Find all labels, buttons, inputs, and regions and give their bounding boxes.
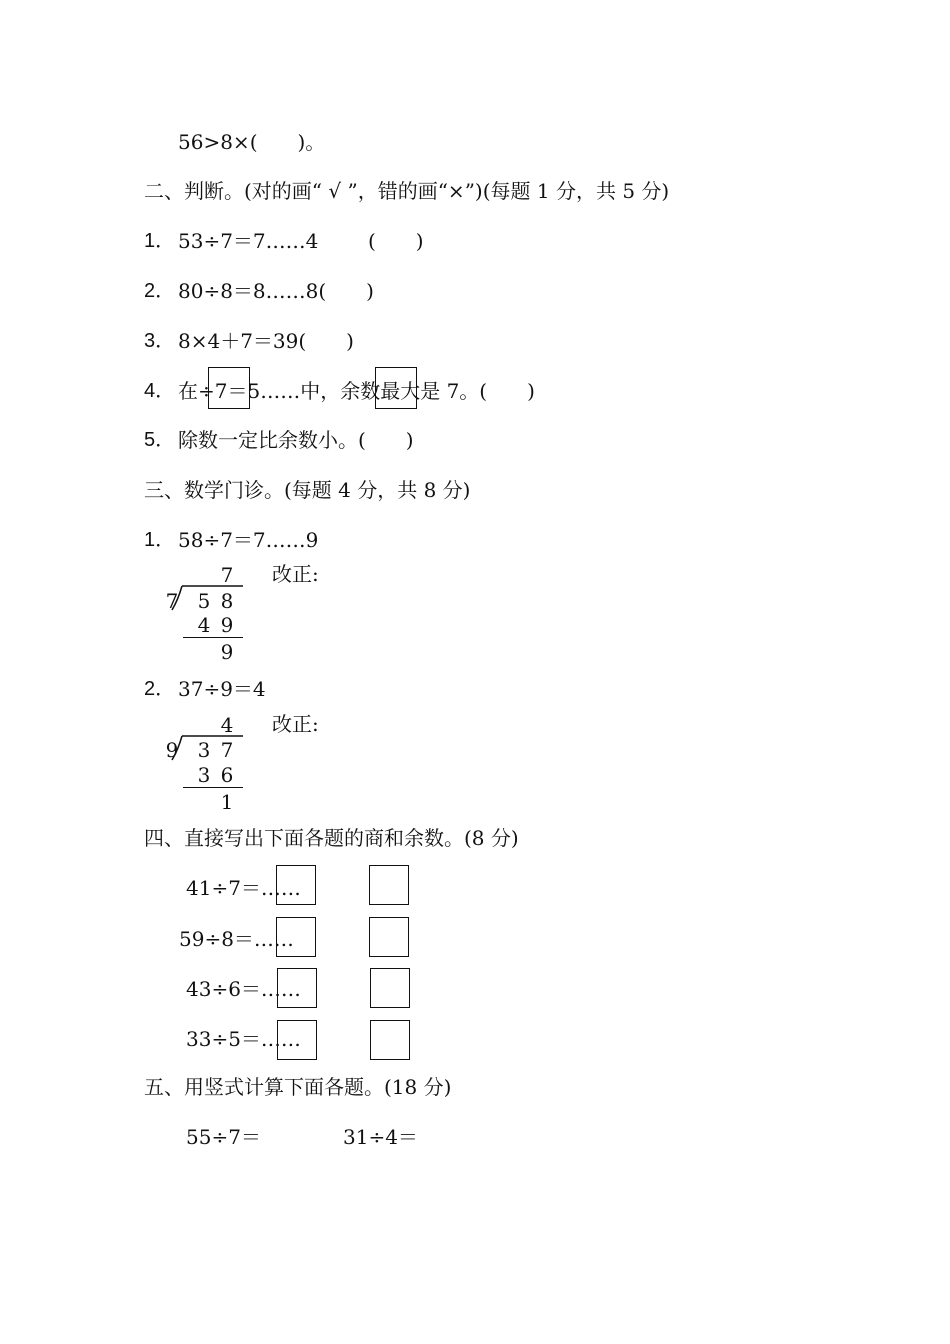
ld2-dividend-ones: 7 (220, 738, 234, 762)
clinic-problem-1-number: 1． (144, 529, 176, 551)
blank-box-divisor[interactable] (375, 367, 417, 409)
ld2-dividend-tens: 3 (197, 738, 211, 762)
ld2-product-tens: 3 (197, 763, 211, 787)
correction-label-1: 改正: (272, 562, 319, 586)
judge-item-4-number: 4． (144, 380, 176, 402)
quotient-row-3-expression: 43÷6＝…… (186, 977, 301, 1001)
quotient-box-2[interactable] (276, 917, 316, 957)
section2-heading: 二、判断。(对的画“ √ ”，错的画“×”)(每题 1 分，共 5 分) (144, 179, 670, 203)
section5-heading: 五、用竖式计算下面各题。(18 分) (144, 1075, 452, 1099)
section4-heading: 四、直接写出下面各题的商和余数。(8 分) (144, 826, 519, 850)
ld2-subtraction-line (183, 787, 243, 788)
ld2-quotient: 4 (220, 713, 234, 737)
blank-box-dividend[interactable] (208, 367, 250, 409)
clinic-problem-1-equation: 58÷7＝7……9 (178, 528, 319, 552)
ld1-dividend-tens: 5 (197, 589, 211, 613)
correction-label-2: 改正: (272, 712, 319, 736)
judge-item-4-text: 在÷7＝5……中，余数最大是 7。( ) (178, 379, 535, 403)
section3-heading: 三、数学门诊。(每题 4 分，共 8 分) (144, 478, 471, 502)
remainder-box-3[interactable] (370, 968, 410, 1008)
ld1-dividend-ones: 8 (220, 589, 234, 613)
previous-question-line: 56>8×( )。 (178, 130, 326, 154)
quotient-row-2-expression: 59÷8＝…… (179, 927, 294, 951)
ld1-divisor: 7 (165, 589, 179, 613)
quotient-box-3[interactable] (277, 968, 317, 1008)
ld2-remainder: 1 (220, 790, 234, 814)
judge-item-1-text: 53÷7＝7……4 (178, 229, 319, 253)
vertical-calc-problem-2: 31÷4＝ (343, 1125, 418, 1149)
remainder-box-1[interactable] (369, 865, 409, 905)
ld2-product-ones: 6 (220, 763, 234, 787)
judge-item-3-number: 3． (144, 330, 176, 352)
quotient-row-1-expression: 41÷7＝…… (186, 876, 301, 900)
remainder-box-4[interactable] (370, 1020, 410, 1060)
remainder-box-2[interactable] (369, 917, 409, 957)
ld1-quotient: 7 (220, 563, 234, 587)
judge-item-1-number: 1． (144, 230, 176, 252)
quotient-box-4[interactable] (277, 1020, 317, 1060)
quotient-box-1[interactable] (276, 865, 316, 905)
vertical-calc-problem-1: 55÷7＝ (186, 1125, 261, 1149)
clinic-problem-2-number: 2． (144, 678, 176, 700)
ld1-subtraction-line (183, 637, 243, 638)
ld1-product-tens: 4 (197, 613, 211, 637)
judge-item-1-answer-paren[interactable]: ( ) (368, 229, 424, 253)
ld1-remainder: 9 (220, 640, 234, 664)
judge-item-3-text: 8×4＋7＝39( ) (178, 329, 354, 353)
quotient-row-4-expression: 33÷5＝…… (186, 1027, 301, 1051)
judge-item-2-number: 2． (144, 280, 176, 302)
clinic-problem-2-equation: 37÷9＝4 (178, 677, 266, 701)
ld2-divisor: 9 (165, 738, 179, 762)
ld1-product-ones: 9 (220, 613, 234, 637)
judge-item-5-number: 5． (144, 429, 176, 451)
judge-item-5-text: 除数一定比余数小。( ) (178, 428, 414, 452)
judge-item-2-text: 80÷8＝8……8( ) (178, 279, 374, 303)
